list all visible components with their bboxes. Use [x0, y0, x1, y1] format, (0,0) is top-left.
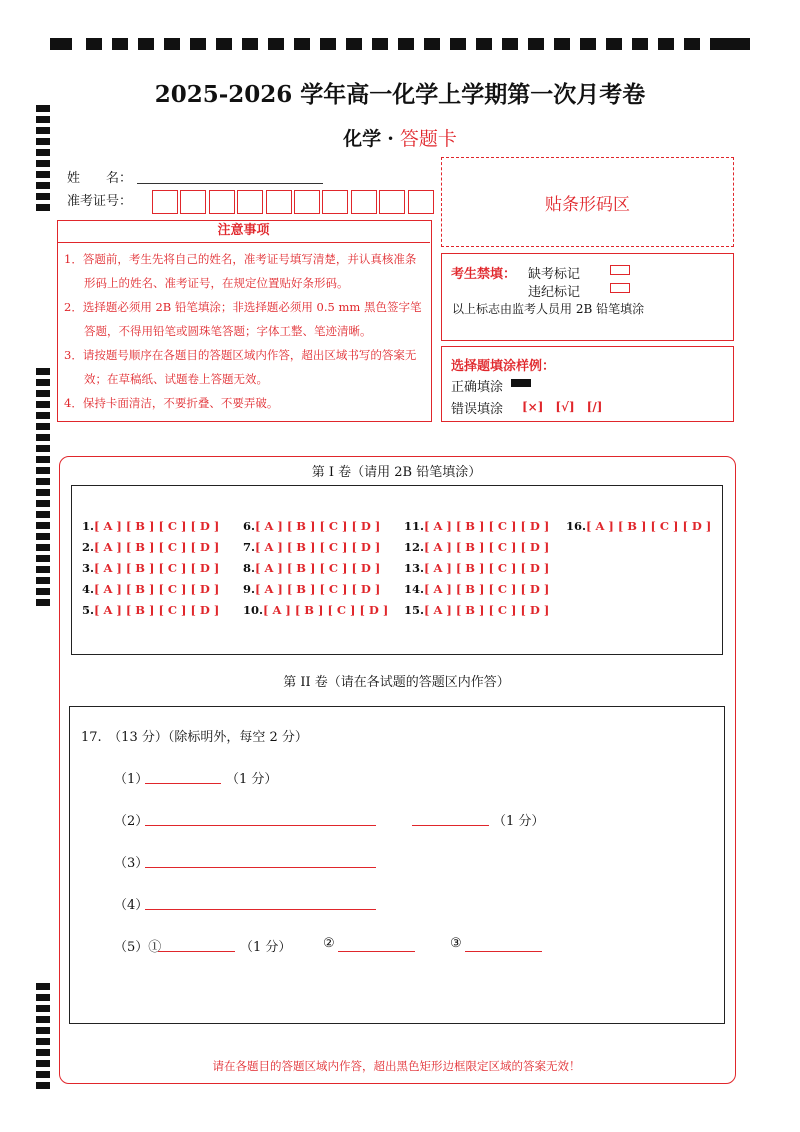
- mcq-options[interactable]: [ A ] [ B ] [ C ] [ D ]: [94, 582, 220, 596]
- mcq-number: 6.: [243, 519, 256, 533]
- mcq-number: 9.: [243, 582, 256, 596]
- name-label: 姓 名：: [67, 171, 133, 186]
- mcq-question[interactable]: [82, 603, 219, 617]
- card-subtitle: [0, 124, 800, 151]
- id-label: 准考证号：: [67, 194, 133, 209]
- q17-sub2-blank-b[interactable]: [412, 825, 489, 826]
- id-digit-box[interactable]: [294, 190, 320, 214]
- mcq-number: 8.: [243, 561, 256, 575]
- mcq-question[interactable]: [404, 603, 549, 617]
- correct-fill-label: 正确填涂: [451, 380, 504, 395]
- id-digit-box[interactable]: [152, 190, 178, 214]
- mcq-options[interactable]: [ A ] [ B ] [ C ] [ D ]: [94, 519, 220, 533]
- mcq-options[interactable]: [ A ] [ B ] [ C ] [ D ]: [255, 540, 381, 554]
- wrong-fill-label: 错误填涂: [451, 402, 504, 417]
- absent-mark-box[interactable]: [610, 265, 630, 275]
- q17-sub3-blank[interactable]: [145, 867, 376, 868]
- q17-sub2-label: （2）: [114, 814, 149, 829]
- correct-fill-sample: [511, 379, 531, 387]
- forbid-title: 考生禁填：: [451, 267, 517, 282]
- id-digit-box[interactable]: [180, 190, 206, 214]
- notice-item: 1．答题前，考生先将自己的姓名，准考证号填写清楚，并认真核准条形码上的姓名、准考证号，在规定位置贴好条形码。: [64, 252, 417, 290]
- mcq-question[interactable]: [243, 519, 380, 533]
- mcq-number: 3.: [82, 561, 95, 575]
- mcq-options[interactable]: [ A ] [ B ] [ C ] [ D ]: [255, 519, 381, 533]
- q17-sub1-blank[interactable]: [145, 783, 221, 784]
- mcq-options[interactable]: [ A ] [ B ] [ C ] [ D ]: [424, 603, 550, 617]
- card-label: 答题卡: [399, 128, 457, 150]
- example-title: 选择题填涂样例：: [451, 359, 556, 374]
- part1-heading: 第 I 卷（请用 2B 铅笔填涂）: [311, 465, 482, 480]
- id-digit-box[interactable]: [351, 190, 377, 214]
- q17-sub5-blank-3[interactable]: [465, 951, 542, 952]
- mcq-number: 7.: [243, 540, 256, 554]
- notice-list: [64, 247, 426, 415]
- mcq-question[interactable]: [243, 603, 388, 617]
- footer-warning: 请在各题目的答题区域内作答，超出黑色矩形边框限定区域的答案无效！: [212, 1059, 581, 1073]
- q17-answer-box: [69, 706, 725, 1024]
- mcq-question[interactable]: [404, 519, 549, 533]
- q17-sub3-label: （3）: [114, 856, 149, 871]
- id-digit-box[interactable]: [408, 190, 434, 214]
- mcq-options[interactable]: [ A ] [ B ] [ C ] [ D ]: [424, 540, 550, 554]
- q17-sub2-score: （1 分）: [493, 814, 545, 829]
- discipline-label: 违纪标记: [528, 285, 581, 300]
- mcq-question[interactable]: [82, 519, 219, 533]
- subject-label: 化学: [343, 128, 382, 150]
- mcq-number: 12.: [404, 540, 425, 554]
- timing-marks-top: [50, 38, 750, 52]
- id-digit-box[interactable]: [266, 190, 292, 214]
- notice-item: 4．保持卡面清洁，不要折叠、不要弄破。: [64, 396, 279, 410]
- mcq-options[interactable]: [ A ] [ B ] [ C ] [ D ]: [424, 519, 550, 533]
- mcq-options[interactable]: [ A ] [ B ] [ C ] [ D ]: [94, 540, 220, 554]
- mcq-question[interactable]: [82, 582, 219, 596]
- q17-sub5-label-2: ②: [323, 936, 335, 951]
- notice-item: 2．选择题必须用 2B 铅笔填涂；非选择题必须用 0.5 mm 黑色签字笔答题，不得用铅笔或圆珠笔答题；字体工整、笔迹清晰。: [64, 300, 422, 338]
- mcq-number: 10.: [243, 603, 264, 617]
- barcode-area: 贴条形码区: [441, 157, 734, 247]
- mcq-number: 15.: [404, 603, 425, 617]
- subtitle-dot: ·: [387, 128, 394, 150]
- notice-title: 注意事项: [57, 220, 430, 243]
- id-digit-box[interactable]: [322, 190, 348, 214]
- id-digit-box[interactable]: [379, 190, 405, 214]
- mcq-options[interactable]: [ A ] [ B ] [ C ] [ D ]: [586, 519, 712, 533]
- mcq-number: 2.: [82, 540, 95, 554]
- q17-sub4-blank[interactable]: [145, 909, 376, 910]
- mcq-options[interactable]: [ A ] [ B ] [ C ] [ D ]: [94, 561, 220, 575]
- absent-label: 缺考标记: [528, 267, 581, 282]
- q17-sub1-label: （1）: [114, 772, 149, 787]
- mcq-question[interactable]: [566, 519, 711, 533]
- q17-sub1-score: （1 分）: [226, 772, 278, 787]
- mcq-question[interactable]: [404, 582, 549, 596]
- q17-sub5-label-3: ③: [450, 936, 462, 951]
- mcq-number: 4.: [82, 582, 95, 596]
- q17-sub4-label: （4）: [114, 898, 149, 913]
- mcq-question[interactable]: [82, 540, 219, 554]
- q17-title: 17. （13 分）（除标明外，每空 2 分）: [81, 730, 308, 745]
- mcq-options[interactable]: [ A ] [ B ] [ C ] [ D ]: [424, 561, 550, 575]
- q17-sub5-score: （1 分）: [240, 940, 292, 955]
- id-digit-box[interactable]: [237, 190, 263, 214]
- notice-item: 3．请按题号顺序在各题目的答题区域内作答，超出区域书写的答案无效；在草稿纸、试题卷上答题无效。: [64, 348, 417, 386]
- mcq-options[interactable]: [ A ] [ B ] [ C ] [ D ]: [263, 603, 389, 617]
- mcq-question[interactable]: [243, 540, 380, 554]
- wrong-fill-samples: [×] [√] [/]: [522, 400, 603, 414]
- id-number-boxes[interactable]: [152, 190, 436, 214]
- mcq-options[interactable]: [ A ] [ B ] [ C ] [ D ]: [424, 582, 550, 596]
- mcq-question[interactable]: [404, 540, 549, 554]
- mcq-options[interactable]: [ A ] [ B ] [ C ] [ D ]: [94, 603, 220, 617]
- discipline-mark-box[interactable]: [610, 283, 630, 293]
- mcq-number: 16.: [566, 519, 587, 533]
- mcq-number: 5.: [82, 603, 95, 617]
- id-digit-box[interactable]: [209, 190, 235, 214]
- mcq-question[interactable]: [243, 561, 380, 575]
- mcq-number: 11.: [404, 519, 425, 533]
- q17-sub5-blank-2[interactable]: [338, 951, 415, 952]
- mcq-question[interactable]: [404, 561, 549, 575]
- mcq-number: 1.: [82, 519, 95, 533]
- mcq-options[interactable]: [ A ] [ B ] [ C ] [ D ]: [255, 582, 381, 596]
- name-field[interactable]: [137, 183, 323, 184]
- part2-heading: 第 II 卷（请在各试题的答题区内作答）: [283, 675, 510, 690]
- mcq-question[interactable]: [82, 561, 219, 575]
- exam-title: 2025-2026 学年高一化学上学期第一次月考卷: [154, 81, 646, 108]
- mcq-options[interactable]: [ A ] [ B ] [ C ] [ D ]: [255, 561, 381, 575]
- mcq-question[interactable]: [243, 582, 380, 596]
- mcq-number: 13.: [404, 561, 425, 575]
- mcq-number: 14.: [404, 582, 425, 596]
- q17-sub5-blank-1[interactable]: [158, 951, 235, 952]
- q17-sub5-label: （5）①: [114, 940, 162, 955]
- q17-sub2-blank-a[interactable]: [145, 825, 376, 826]
- forbid-note: 以上标志由监考人员用 2B 铅笔填涂: [452, 302, 645, 316]
